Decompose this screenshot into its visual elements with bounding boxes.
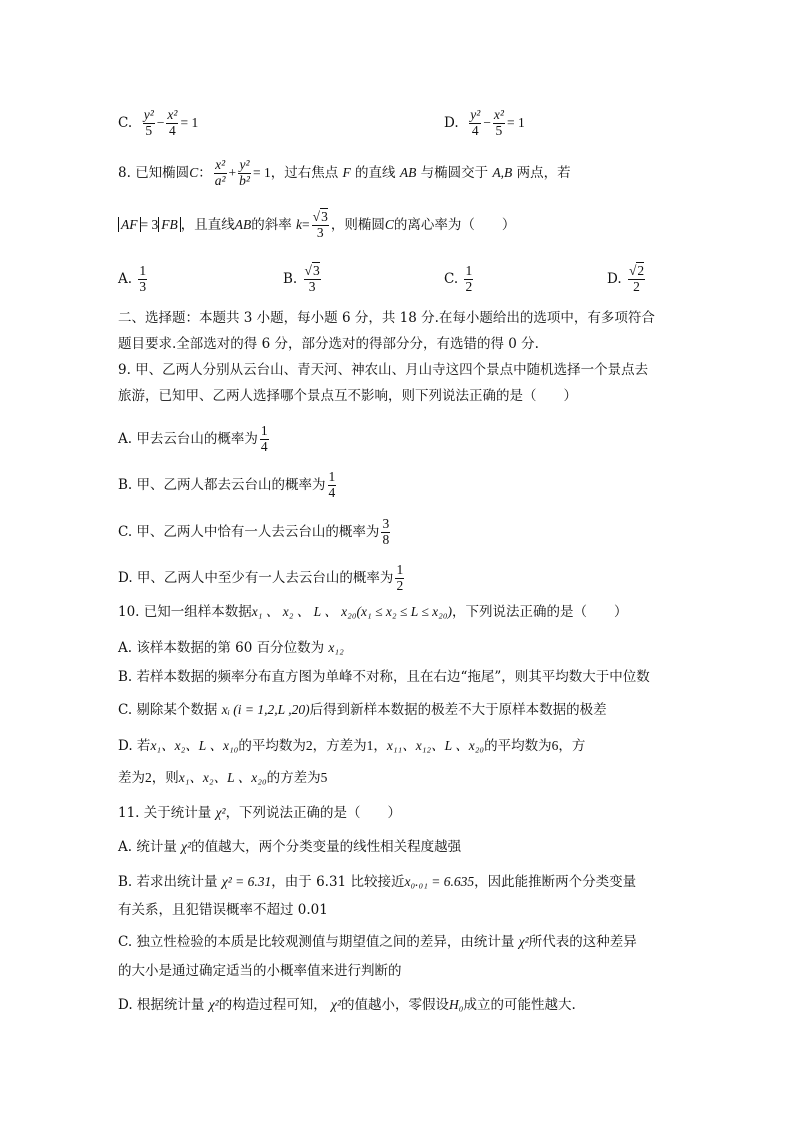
q9-option-c: C. 甲、乙两人中恰有一人去云台山的概率为 $\frac{3}{8}$ (118, 516, 390, 547)
q9-option-a: A. 甲去云台山的概率为 $\frac{1}{4}$ (118, 423, 268, 454)
fraction: $\frac{\text{y²}}{5}$ (143, 107, 154, 138)
q10-option-d-line1: D. 若x₁、x₂、L 、x₁₀的平均数为2，方差为1，x₁₁、x₁₂、L 、x₂₀的平均数为6，方 (118, 738, 586, 754)
q7-option-d: D. $\frac{\text{y²}}{4}$ − $\frac{\text{x²}}{5}$ = 1 (444, 107, 525, 138)
q11-option-b-line1: B. 若求出统计量 χ² = 6.31，由于 6.31 比较接近x₀.₀₁ = 6.635，因此能推断两个分类变量 (118, 874, 637, 890)
fraction: $\frac{√3}{3}$ (304, 263, 320, 294)
fraction: $\frac{√3}{3}$ (312, 209, 328, 240)
q10-option-a: A. 该样本数据的第 60 百分位数为 x₁₂ (118, 640, 344, 656)
section2-line2: 题目要求.全部选对的得 6 分，部分选对的得部分分，有选错的得 0 分. (118, 336, 539, 352)
fraction: $\frac{1}{2}$ (396, 562, 404, 593)
fraction: $\frac{1}{2}$ (465, 263, 473, 294)
q11-option-d: D. 根据统计量 χ²的构造过程可知， χ²的值越小，零假设H₀成立的可能性越大. (118, 997, 576, 1013)
q10-option-b: B. 若样本数据的频率分布直方图为单峰不对称，且在右边“拖尾”，则其平均数大于中位数 (118, 669, 650, 685)
q8-option-b: B. $\frac{√3}{3}$ (283, 263, 320, 294)
fraction: $\frac{√2}{2}$ (628, 263, 645, 294)
q8-option-a: A. $\frac{1}{3}$ (118, 263, 147, 294)
fraction: $\frac{\text{x²}}{5}$ (493, 107, 504, 138)
fraction: $\frac{1}{4}$ (328, 469, 336, 500)
q11-stem: 11. 关于统计量 χ²，下列说法正确的是（ ） (118, 805, 402, 821)
fraction: $\frac{1}{4}$ (260, 423, 268, 454)
q10-option-c: C. 剔除某个数据 xᵢ (i = 1,2,L ,20)后得到新样本数据的极差不大于原样本数据的极差 (118, 702, 607, 718)
fraction: $\frac{1}{3}$ (139, 263, 147, 294)
q11-option-c-line1: C. 独立性检验的本质是比较观测值与期望值之间的差异，由统计量 χ²所代表的这种差异 (118, 934, 637, 950)
q11-option-a: A. 统计量 χ²的值越大，两个分类变量的线性相关程度越强 (118, 839, 462, 855)
q10-option-d-line2: 差为2，则x₁、x₂、L 、x₂₀的方差为5 (118, 770, 328, 786)
fraction: $\frac{3}{8}$ (382, 516, 390, 547)
q8-option-d: D. $\frac{√2}{2}$ (607, 263, 645, 294)
q8-option-c: C. $\frac{1}{2}$ (444, 263, 473, 294)
fraction: $\frac{\text{x²}}{4}$ (167, 107, 178, 138)
q7-option-c: C. $\frac{\text{y²}}{5}$ − $\frac{\text{x²}}{4}$ = 1 (118, 107, 199, 138)
fraction: $\frac{\text{y²}}{\text{b²}}$ (239, 157, 250, 188)
q8-stem-line2: AF = 3 FB ，且直线AB的斜率 k= $\frac{√3}{3}$ ，则椭圆C的离心率为（ ） (118, 210, 515, 241)
q11-option-c-line2: 的大小是通过确定适当的小概率值来进行判断的 (118, 963, 402, 979)
q8-stem-line1: 8. 已知椭圆C： $\frac{\text{x²}}{\text{a²}}$ + $\frac{\text{y²}}{\text{b²}}$ = 1，过右焦点 F 的直线 AB 与椭圆交于 A,B 两点，若 (118, 157, 571, 188)
q11-option-b-line2: 有关系，且犯错误概率不超过 0.01 (118, 902, 328, 918)
q9-stem-line1: 9. 甲、乙两人分别从云台山、青天河、神农山、月山寺这四个景点中随机选择一个景点去 (118, 362, 649, 378)
fraction: $\frac{\text{y²}}{4}$ (470, 107, 481, 138)
q9-option-b: B. 甲、乙两人都去云台山的概率为 $\frac{1}{4}$ (118, 469, 336, 500)
q10-stem: 10. 已知一组样本数据x₁ 、 x₂ 、 L 、 x₂₀(x₁ ≤ x₂ ≤ L ≤ x₂₀)，下列说法正确的是（ ） (118, 604, 628, 620)
fraction: $\frac{\text{x²}}{\text{a²}}$ (214, 157, 226, 188)
q9-stem-line2: 旅游，已知甲、乙两人选择哪个景点互不影响，则下列说法正确的是（ ） (118, 388, 577, 404)
q9-option-d: D. 甲、乙两人中至少有一人去云台山的概率为 $\frac{1}{2}$ (118, 562, 404, 593)
section2-line1: 二、选择题：本题共 3 小题，每小题 6 分，共 18 分.在每小题给出的选项中，有多项符合 (118, 310, 655, 326)
